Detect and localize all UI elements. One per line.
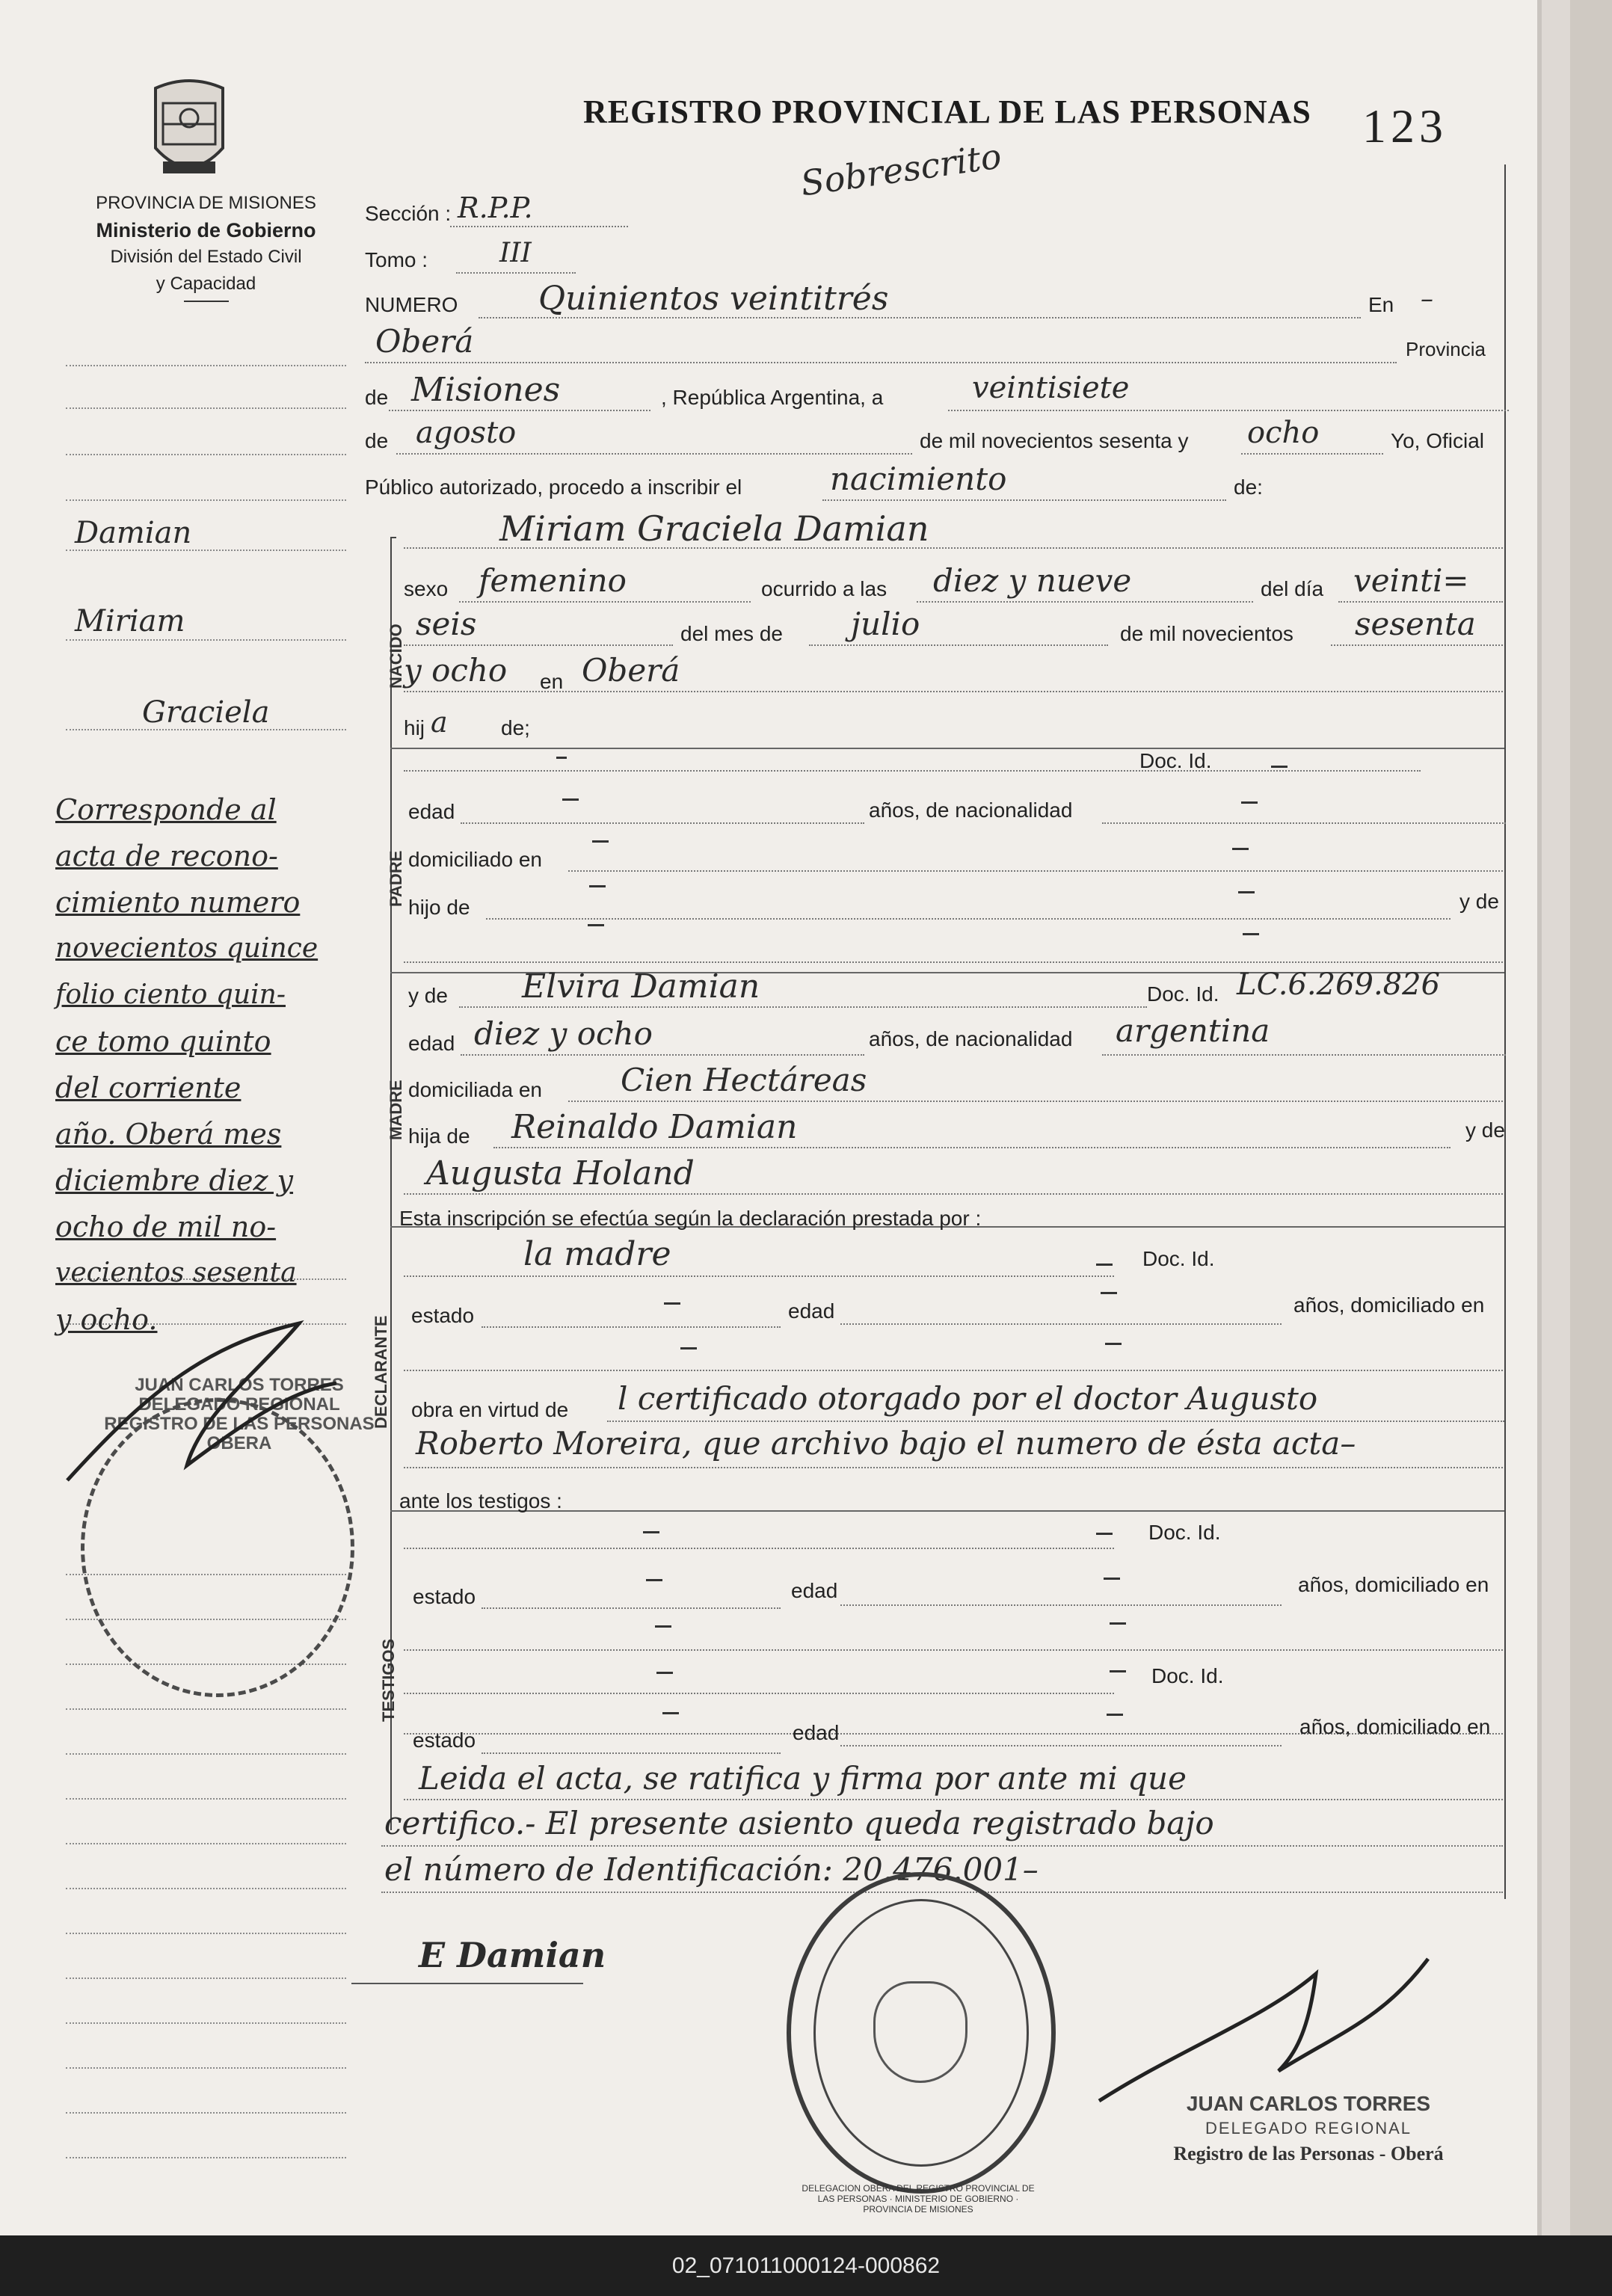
label-testigos: TESTIGOS [379, 1638, 398, 1722]
margin-stamp-line: REGISTRO DE LAS PERSONAS [104, 1414, 375, 1434]
value-madre-nac: argentina [1116, 1012, 1270, 1049]
margin-note-line: ce tomo quinto [55, 1025, 271, 1058]
value-madre-madre: Augusta Holand [426, 1154, 695, 1192]
margin-note-line: ocho de mil no- [55, 1210, 277, 1243]
margin-name-1: Miriam [75, 604, 185, 638]
label-padre: PADRE [387, 850, 405, 907]
label-edad-padre: edad [408, 800, 455, 823]
label-testigos-intro: ante los testigos : [399, 1489, 562, 1512]
label-doc-id-padre: Doc. Id. [1139, 749, 1212, 772]
value-madre-doc: LC.6.269.826 [1237, 967, 1441, 1002]
value-numero: Quinientos veintitrés [538, 280, 889, 318]
value-closing-1: Leida el acta, se ratifica y firma por ante mi que [419, 1760, 1187, 1797]
value-provincia: Misiones [411, 371, 561, 409]
value-anio-nac-2: y ocho [404, 652, 508, 689]
mother-signature: E Damian [419, 1935, 606, 1975]
label-estado-declarante: estado [411, 1304, 475, 1327]
margin-signature [52, 1301, 366, 1510]
top-signature: Sobrescrito [798, 135, 1004, 204]
label-numero: NUMERO [365, 293, 458, 316]
label-de-2: de [365, 429, 389, 452]
label-estado-testigo-1: estado [413, 1585, 476, 1608]
value-madre-padre: Reinaldo Damian [511, 1108, 798, 1146]
margin-note-line: Corresponde al [55, 793, 277, 826]
label-en-2: en [540, 670, 564, 693]
label-nacionalidad-padre: años, de nacionalidad [869, 798, 1073, 822]
margin-note-line: acta de recono- [55, 840, 278, 872]
label-edad-testigo-2: edad [793, 1721, 840, 1744]
value-dia-inscripcion: veintisiete [972, 371, 1130, 405]
label-hij: hij [404, 716, 425, 739]
file-id-footer: 02_071011000124-000862 [0, 2235, 1612, 2296]
value-mes-nac: julio [851, 606, 920, 642]
value-hora: diez y nueve [933, 562, 1132, 599]
margin-note-line: novecientos quince [55, 933, 319, 964]
value-obra-1: l certificado otorgado por el doctor Augusto [618, 1380, 1318, 1417]
label-del-dia: del día [1261, 577, 1324, 600]
value-nombre: Miriam Graciela Damian [499, 508, 929, 549]
label-y-de-padre: y de [1459, 890, 1499, 913]
ministry-division: División del Estado Civil [110, 247, 302, 267]
label-provincia: Provincia [1406, 338, 1486, 360]
label-del-mes: del mes de [680, 622, 783, 645]
label-tomo: Tomo : [365, 248, 428, 271]
margin-name-2: Graciela [142, 695, 270, 730]
label-yo-oficial: Yo, Oficial [1391, 429, 1485, 452]
divider-nacido [390, 537, 396, 538]
page-edge-shadow [1570, 0, 1612, 2235]
value-seccion: R.P.P. [458, 191, 533, 224]
label-domicilio-declarante: años, domiciliado en [1293, 1293, 1485, 1317]
label-obra: obra en virtud de [411, 1398, 569, 1421]
value-tomo: III [499, 238, 532, 268]
value-sexo: femenino [479, 562, 627, 599]
mother-signature-line [351, 1983, 583, 1984]
frame-right [1504, 164, 1506, 1899]
label-madre: MADRE [387, 1080, 405, 1140]
official-office: Registro de las Personas - Oberá [1173, 2143, 1444, 2164]
document-title: REGISTRO PROVINCIAL DE LAS PERSONAS [583, 93, 1311, 130]
value-madre-nombre: Elvira Damian [522, 967, 760, 1006]
margin-stamp-line: OBERA [206, 1433, 272, 1453]
value-closing-3: el número de Identificación: 20.476.001– [384, 1851, 1039, 1888]
ministry-name: Ministerio de Gobierno [96, 219, 316, 241]
value-dia-nac-2: seis [416, 606, 477, 642]
label-ocurrido: ocurrido a las [761, 577, 887, 600]
margin-note-line: folio ciento quin- [55, 979, 286, 1010]
ministry-province: PROVINCIA DE MISIONES [96, 193, 316, 213]
value-madre-edad: diez y ocho [474, 1015, 653, 1052]
margin-note-line: diciembre diez y [55, 1164, 294, 1197]
registry-stamp [787, 1872, 1056, 2194]
margin-stamp-line: JUAN CARLOS TORRES [135, 1375, 344, 1395]
margin-note-line: y ocho. [55, 1303, 158, 1336]
label-domicilio-madre: domiciliada en [408, 1078, 542, 1101]
label-sexo: sexo [404, 577, 449, 600]
label-seccion: Sección : [365, 202, 452, 225]
official-name: JUAN CARLOS TORRES [1186, 2092, 1431, 2115]
divider-padre [390, 748, 1504, 749]
province-seal [148, 73, 230, 185]
label-y-de-madre: y de [408, 984, 448, 1007]
label-domicilio-testigo-2: años, domiciliado en [1299, 1715, 1491, 1738]
value-tipo: nacimiento [830, 461, 1007, 497]
label-doc-id-declarante: Doc. Id. [1142, 1247, 1215, 1270]
margin-stamp-line: DELEGADO REGIONAL [138, 1394, 340, 1415]
page-number: 123 [1362, 99, 1448, 153]
label-doc-id-madre: Doc. Id. [1147, 982, 1219, 1006]
label-edad-declarante: edad [788, 1299, 835, 1323]
label-declaracion: Esta inscripción se efectúa según la declaración prestada por : [399, 1207, 982, 1230]
value-anio-nac: sesenta [1355, 606, 1476, 642]
value-anio-inscripcion: ocho [1247, 416, 1320, 450]
value-declarante: la madre [523, 1235, 671, 1273]
label-republica: , República Argentina, a [661, 386, 884, 409]
label-domicilio-padre: domiciliado en [408, 848, 542, 871]
label-publico: Público autorizado, procedo a inscribir el [365, 475, 742, 499]
ministry-division-2: y Capacidad [156, 274, 256, 294]
registry-stamp-text: DELEGACION OBERA DEL REGISTRO PROVINCIAL DE LAS PERSONAS · MINISTERIO DE GOBIERNO · PROVINCIA DE MISIONES [802, 2183, 1035, 2215]
value-madre-dom: Cien Hectáreas [621, 1062, 867, 1098]
label-hijo-de-padre: hijo de [408, 896, 470, 919]
margin-note-line: del corriente [55, 1071, 242, 1104]
label-y-de-abuela: y de [1465, 1118, 1505, 1142]
label-nacido: NACIDO [387, 624, 405, 689]
value-hij-suffix: a [431, 706, 448, 739]
label-doc-id-testigo-1: Doc. Id. [1148, 1521, 1221, 1544]
label-edad-testigo-1: edad [791, 1579, 838, 1602]
margin-note-line: año. Oberá mes [55, 1118, 282, 1151]
value-dia-nac: veinti= [1353, 562, 1469, 599]
margin-note-line: cimiento numero [55, 886, 301, 919]
ministry-block [66, 190, 346, 302]
margin-note-line: vecientos sesenta [55, 1258, 297, 1288]
label-declarante: DECLARANTE [372, 1315, 390, 1429]
value-closing-2: certifico.- El presente asiento queda registrado bajo [384, 1805, 1214, 1841]
label-de: de [365, 386, 389, 409]
margin-surname: Damian [75, 516, 192, 550]
label-de-hijo: de; [501, 716, 530, 739]
label-de-mil: de mil novecientos sesenta y [920, 429, 1189, 452]
value-lugar-nac: Oberá [582, 652, 680, 689]
label-edad-madre: edad [408, 1032, 455, 1055]
margin-note [55, 787, 369, 1343]
value-en: – [1421, 284, 1433, 314]
label-de-colon: de: [1234, 475, 1263, 499]
label-nacionalidad-madre: años, de nacionalidad [869, 1027, 1073, 1050]
label-doc-id-testigo-2: Doc. Id. [1151, 1664, 1224, 1687]
label-en: En [1368, 293, 1394, 316]
value-mes-inscripcion: agosto [416, 416, 517, 450]
value-localidad: Oberá [375, 323, 474, 360]
value-obra-2: Roberto Moreira, que archivo bajo el numero de ésta acta– [416, 1425, 1356, 1462]
label-estado-testigo-2: estado [413, 1729, 476, 1752]
official-title: DELEGADO REGIONAL [1205, 2119, 1412, 2138]
label-domicilio-testigo-1: años, domiciliado en [1298, 1573, 1489, 1596]
label-hija-de: hija de [408, 1124, 470, 1148]
label-de-mil-2: de mil novecientos [1120, 622, 1293, 645]
